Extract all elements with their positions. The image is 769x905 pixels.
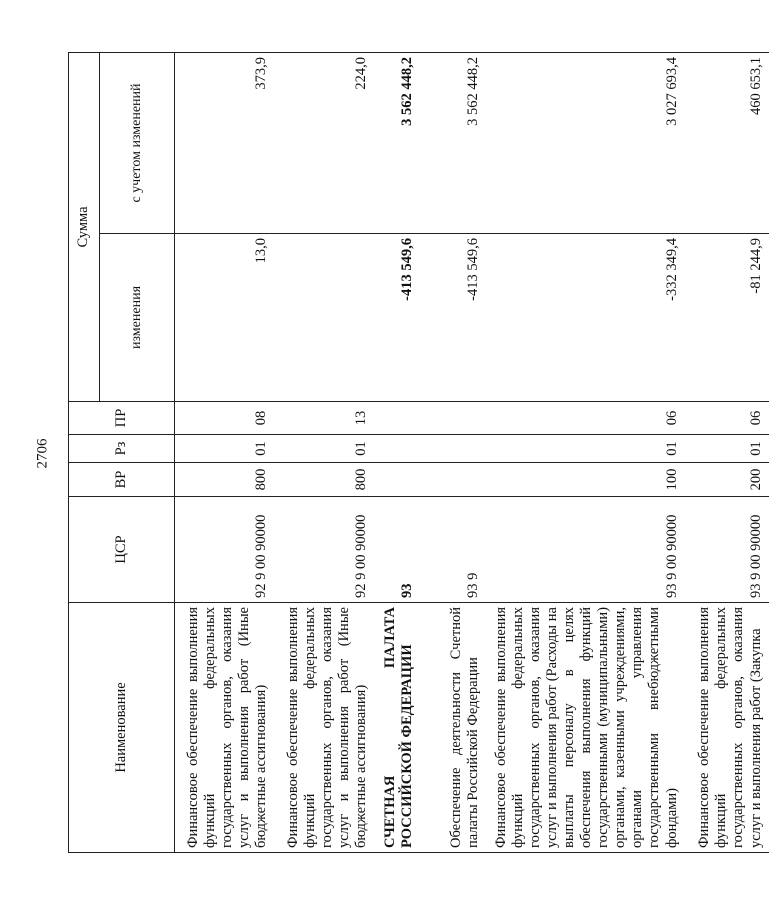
table-row bbox=[421, 53, 487, 853]
row-rz-cell bbox=[421, 435, 487, 463]
row-rz-cell: 01 bbox=[685, 435, 769, 463]
row-csr-cell: 93 bbox=[375, 497, 421, 603]
row-vr-cell bbox=[375, 463, 421, 497]
header-sum: Сумма bbox=[69, 53, 100, 402]
row-changes-cell: -81 244,9 bbox=[685, 234, 769, 402]
page-number bbox=[32, 438, 54, 468]
row-with-changes-cell: 224,0 bbox=[275, 53, 375, 234]
header-pr: ПР bbox=[69, 402, 175, 435]
row-changes-cell: -413 549,6 bbox=[375, 234, 421, 402]
header-vr: ВР bbox=[69, 463, 175, 497]
row-csr-cell: 93 9 bbox=[421, 497, 487, 603]
budget-table bbox=[68, 52, 769, 853]
rotated-table-container bbox=[68, 53, 764, 853]
row-changes-cell: -413 549,6 bbox=[421, 234, 487, 402]
row-pr-cell: 08 bbox=[175, 402, 275, 435]
table-row bbox=[375, 53, 421, 853]
row-changes-cell bbox=[275, 234, 375, 402]
table-row bbox=[487, 53, 685, 853]
page-number-text: 2706 bbox=[34, 438, 51, 468]
row-vr-cell: 200 bbox=[685, 463, 769, 497]
row-pr-cell: 13 bbox=[275, 402, 375, 435]
row-with-changes-cell: 460 653,1 bbox=[685, 53, 769, 234]
row-csr-cell: 93 9 00 90000 bbox=[487, 497, 685, 603]
table-row bbox=[175, 53, 275, 853]
row-pr-cell: 06 bbox=[487, 402, 685, 435]
row-pr-cell: 06 bbox=[685, 402, 769, 435]
row-name-cell: СЧЕТНАЯ ПАЛАТА РОССИЙСКОЙ ФЕДЕРАЦИИ bbox=[375, 603, 421, 853]
row-pr-cell bbox=[375, 402, 421, 435]
table-row bbox=[685, 53, 769, 853]
header-with-changes: с учетом изменений bbox=[100, 53, 175, 234]
row-rz-cell: 01 bbox=[275, 435, 375, 463]
row-csr-cell: 92 9 00 90000 bbox=[275, 497, 375, 603]
row-rz-cell: 01 bbox=[487, 435, 685, 463]
row-vr-cell: 800 bbox=[175, 463, 275, 497]
row-with-changes-cell: 373,9 bbox=[175, 53, 275, 234]
header-row-1 bbox=[69, 53, 100, 853]
row-name-cell: Обеспечение деятельности Счетной палаты Российской Федерации bbox=[421, 603, 487, 853]
row-rz-cell: 01 bbox=[175, 435, 275, 463]
row-name-cell: Финансовое обеспечение выполнения функций федеральных государственных органов, оказания услуг и выполнения работ (Иные бюджетные ассигнования) bbox=[275, 603, 375, 853]
row-name-cell: Финансовое обеспечение выполнения функций федеральных государственных органов, оказания услуг и выполнения работ (Иные бюджетные ассигнования) bbox=[175, 603, 275, 853]
header-csr: ЦСР bbox=[69, 497, 175, 603]
row-vr-cell bbox=[421, 463, 487, 497]
row-name-cell: Финансовое обеспечение выполнения функций федеральных государственных органов, оказания услуг и выполнения работ (Закупка bbox=[685, 603, 769, 853]
row-vr-cell: 800 bbox=[275, 463, 375, 497]
row-csr-cell: 93 9 00 90000 bbox=[685, 497, 769, 603]
row-with-changes-cell: 3 562 448,2 bbox=[375, 53, 421, 234]
row-rz-cell bbox=[375, 435, 421, 463]
row-name-cell: Финансовое обеспечение выполнения функций федеральных государственных органов, оказания услуг и выполнения работ (Расходы на выплаты персоналу в целях обеспечения выполнения функций государственными (муниципальными) органами, казенными учреждениями, органами управления государственными внебюджетными фондами) bbox=[487, 603, 685, 853]
row-with-changes-cell: 3 562 448,2 bbox=[421, 53, 487, 234]
row-csr-cell: 92 9 00 90000 bbox=[175, 497, 275, 603]
row-changes-cell: 13,0 bbox=[175, 234, 275, 402]
row-pr-cell bbox=[421, 402, 487, 435]
row-with-changes-cell: 3 027 693,4 bbox=[487, 53, 685, 234]
row-changes-cell: -332 349,4 bbox=[487, 234, 685, 402]
table-body bbox=[175, 53, 769, 853]
table-row bbox=[275, 53, 375, 853]
row-vr-cell: 100 bbox=[487, 463, 685, 497]
header-name: Наименование bbox=[69, 603, 175, 853]
header-rz: Рз bbox=[69, 435, 175, 463]
header-changes: изменения bbox=[100, 234, 175, 402]
